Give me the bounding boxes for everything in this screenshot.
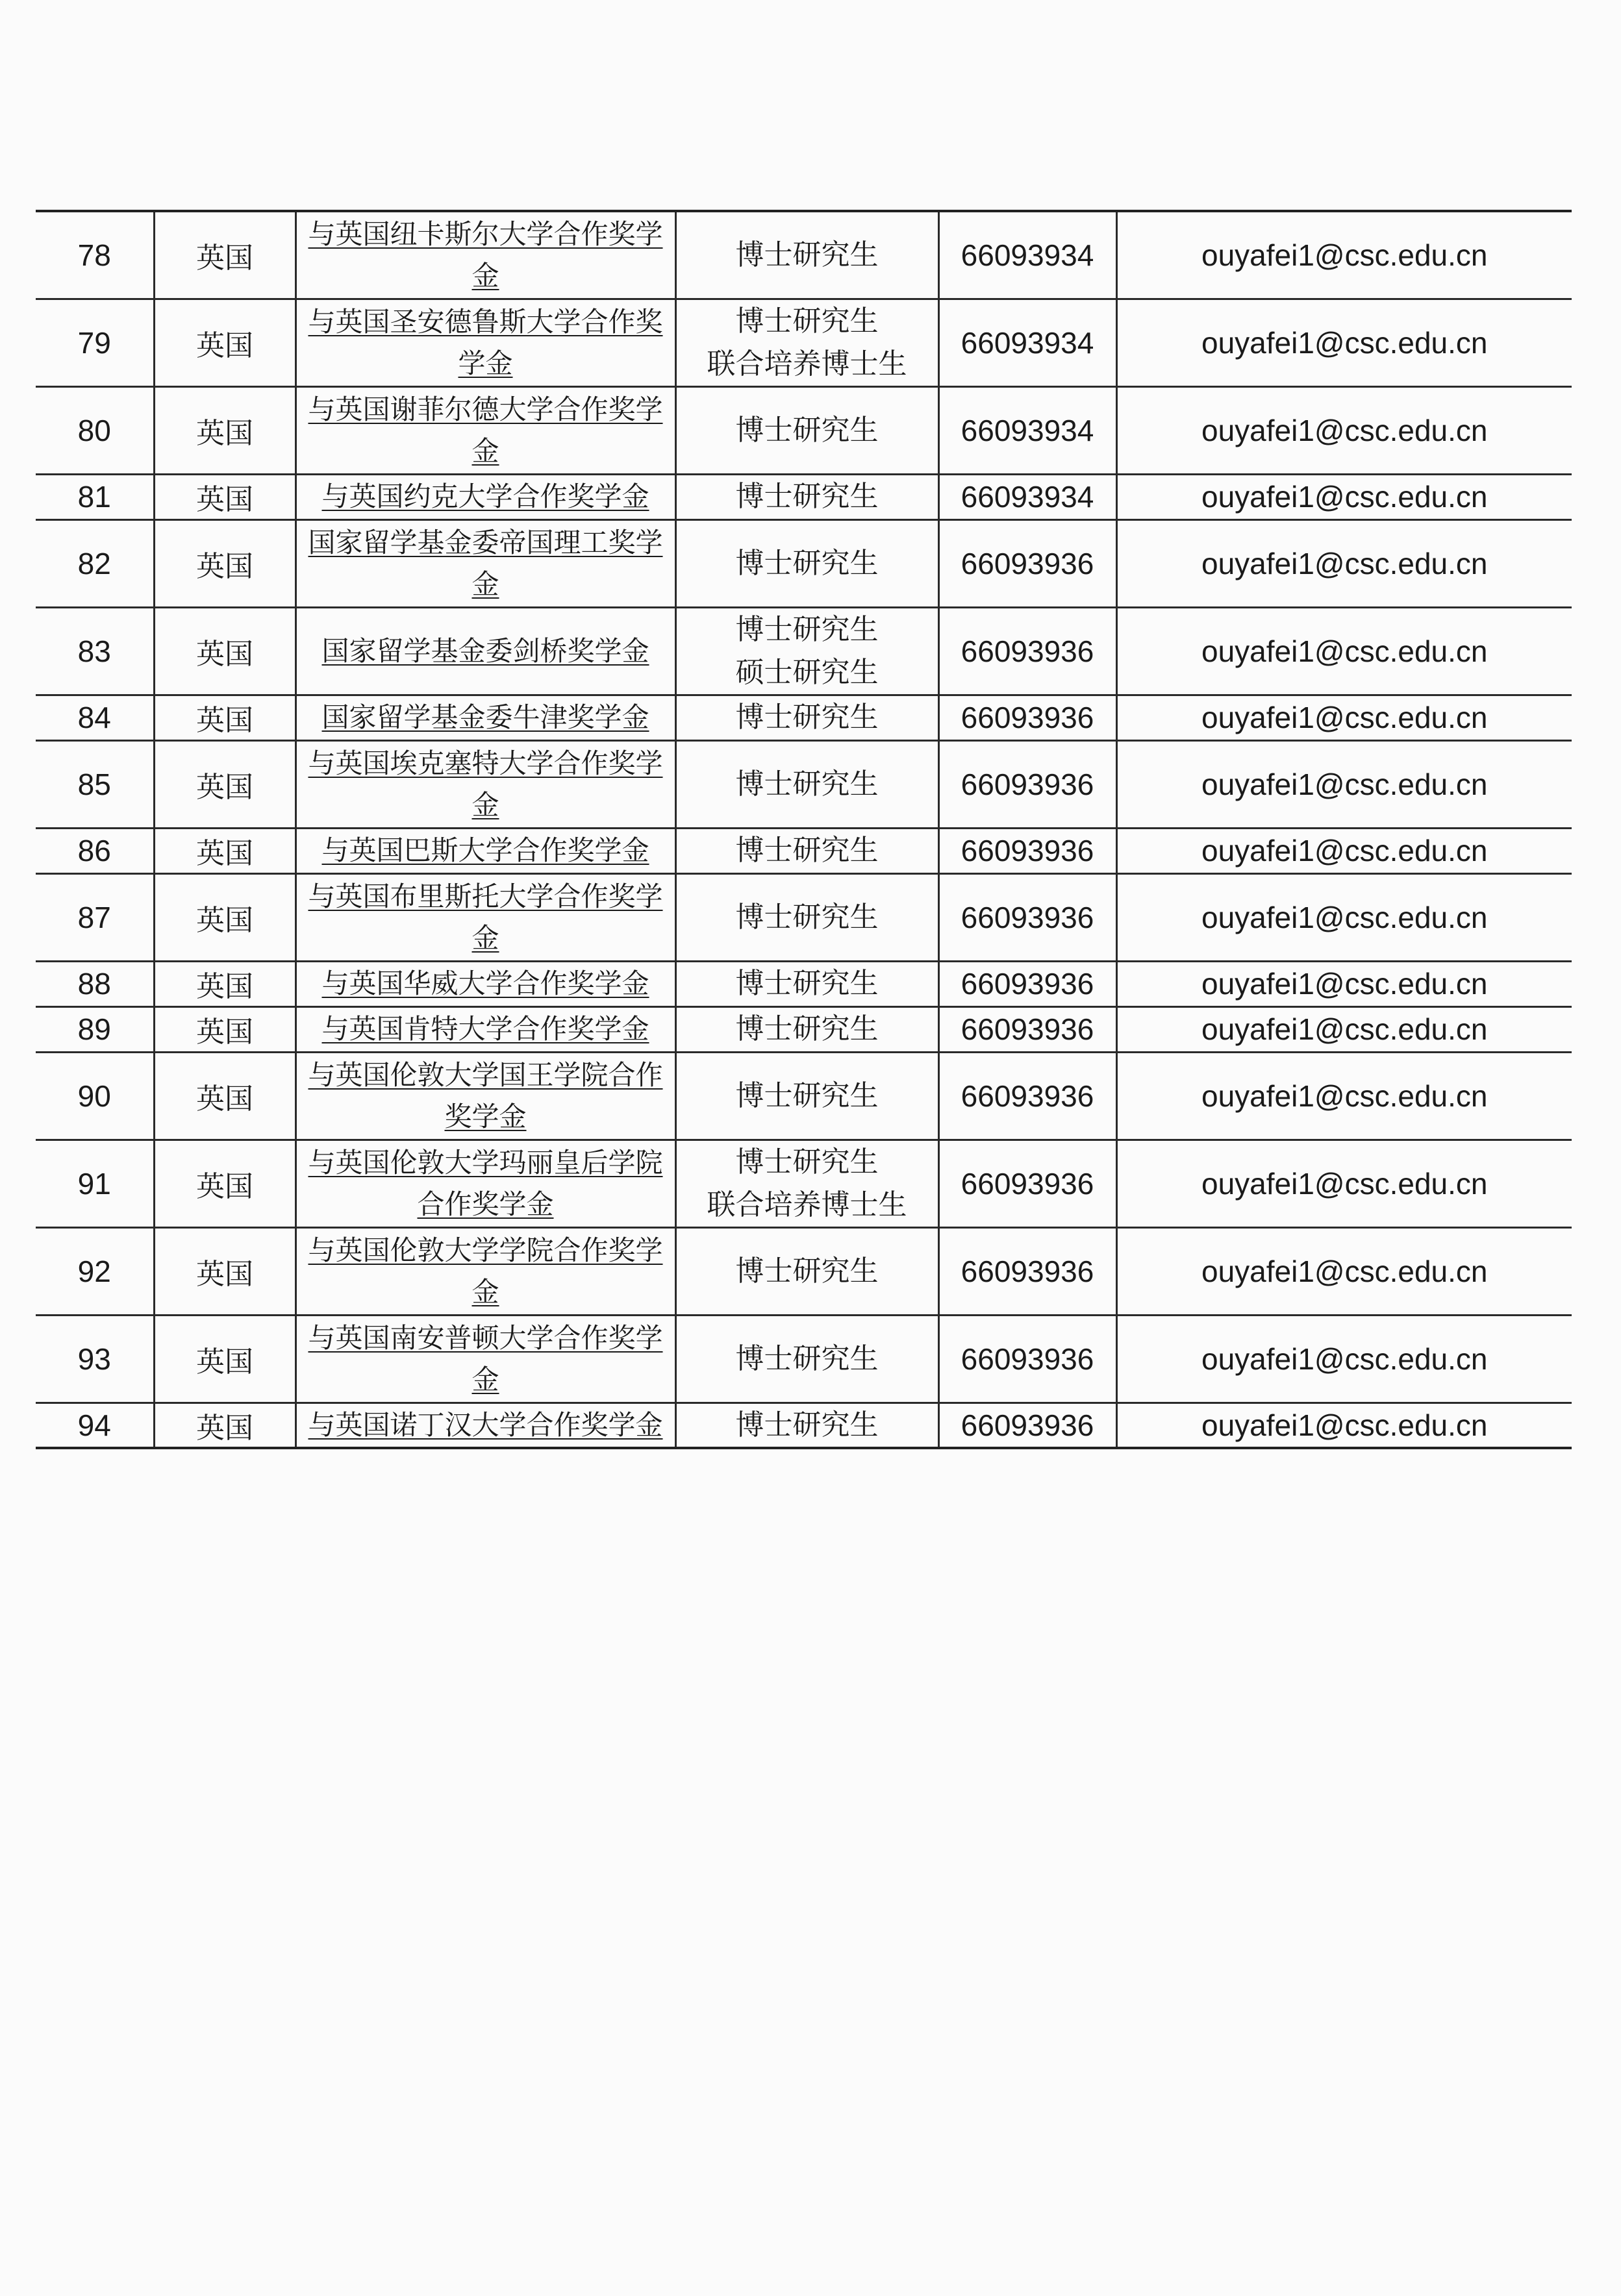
- country-cell: 英国: [154, 386, 295, 474]
- level-cell: 博士研究生: [675, 1315, 938, 1403]
- email-cell: ouyafei1@csc.edu.cn: [1116, 740, 1572, 828]
- phone-cell: 66093936: [938, 828, 1116, 873]
- country-cell: 英国: [154, 828, 295, 873]
- table-row: [36, 1140, 1572, 1227]
- email-cell: ouyafei1@csc.edu.cn: [1116, 519, 1572, 607]
- row-number: 79: [36, 299, 154, 386]
- country-cell: 英国: [154, 607, 295, 695]
- email-cell: ouyafei1@csc.edu.cn: [1116, 1052, 1572, 1140]
- phone-cell: 66093936: [938, 1006, 1116, 1052]
- level-cell: 博士研究生: [675, 474, 938, 519]
- program-cell: 国家留学基金委剑桥奖学金: [295, 607, 675, 695]
- program-cell: 与英国伦敦大学玛丽皇后学院合作奖学金: [295, 1140, 675, 1227]
- program-cell: 与英国约克大学合作奖学金: [295, 474, 675, 519]
- row-number: 86: [36, 828, 154, 873]
- level-cell: 博士研究生: [675, 1227, 938, 1315]
- level-cell: 博士研究生: [675, 1052, 938, 1140]
- table-row: [36, 740, 1572, 828]
- program-cell: 与英国圣安德鲁斯大学合作奖学金: [295, 299, 675, 386]
- phone-cell: 66093936: [938, 519, 1116, 607]
- email-cell: ouyafei1@csc.edu.cn: [1116, 695, 1572, 740]
- level-cell: 博士研究生: [675, 519, 938, 607]
- phone-cell: 66093936: [938, 1227, 1116, 1315]
- phone-cell: 66093936: [938, 1140, 1116, 1227]
- table-row: [36, 1315, 1572, 1403]
- scholarship-table: [36, 210, 1572, 1449]
- row-number: 81: [36, 474, 154, 519]
- program-cell: 与英国肯特大学合作奖学金: [295, 1006, 675, 1052]
- phone-cell: 66093934: [938, 386, 1116, 474]
- email-cell: ouyafei1@csc.edu.cn: [1116, 211, 1572, 299]
- level-cell: 博士研究生: [675, 386, 938, 474]
- program-cell: 国家留学基金委帝国理工奖学金: [295, 519, 675, 607]
- level-cell: 博士研究生: [675, 695, 938, 740]
- email-cell: ouyafei1@csc.edu.cn: [1116, 828, 1572, 873]
- table-row: [36, 299, 1572, 386]
- country-cell: 英国: [154, 211, 295, 299]
- country-cell: 英国: [154, 695, 295, 740]
- program-cell: 国家留学基金委牛津奖学金: [295, 695, 675, 740]
- table-row: [36, 961, 1572, 1006]
- program-cell: 与英国伦敦大学国王学院合作奖学金: [295, 1052, 675, 1140]
- phone-cell: 66093936: [938, 695, 1116, 740]
- level-cell: 博士研究生: [675, 828, 938, 873]
- level-cell: 博士研究生 联合培养博士生: [675, 1140, 938, 1227]
- country-cell: 英国: [154, 519, 295, 607]
- program-cell: 与英国巴斯大学合作奖学金: [295, 828, 675, 873]
- email-cell: ouyafei1@csc.edu.cn: [1116, 873, 1572, 961]
- row-number: 78: [36, 211, 154, 299]
- row-number: 87: [36, 873, 154, 961]
- row-number: 82: [36, 519, 154, 607]
- table-row: [36, 519, 1572, 607]
- table-row: [36, 474, 1572, 519]
- level-cell: 博士研究生: [675, 740, 938, 828]
- email-cell: ouyafei1@csc.edu.cn: [1116, 386, 1572, 474]
- phone-cell: 66093936: [938, 1315, 1116, 1403]
- program-cell: 与英国南安普顿大学合作奖学金: [295, 1315, 675, 1403]
- row-number: 91: [36, 1140, 154, 1227]
- table-body: [36, 211, 1572, 1448]
- country-cell: 英国: [154, 1140, 295, 1227]
- row-number: 92: [36, 1227, 154, 1315]
- table-row: [36, 1403, 1572, 1448]
- program-cell: 与英国谢菲尔德大学合作奖学金: [295, 386, 675, 474]
- table-row: [36, 1052, 1572, 1140]
- row-number: 80: [36, 386, 154, 474]
- phone-cell: 66093936: [938, 1403, 1116, 1448]
- row-number: 93: [36, 1315, 154, 1403]
- level-cell: 博士研究生: [675, 1006, 938, 1052]
- country-cell: 英国: [154, 961, 295, 1006]
- phone-cell: 66093936: [938, 740, 1116, 828]
- email-cell: ouyafei1@csc.edu.cn: [1116, 1227, 1572, 1315]
- level-cell: 博士研究生 联合培养博士生: [675, 299, 938, 386]
- country-cell: 英国: [154, 873, 295, 961]
- row-number: 94: [36, 1403, 154, 1448]
- level-cell: 博士研究生: [675, 1403, 938, 1448]
- row-number: 88: [36, 961, 154, 1006]
- level-cell: 博士研究生: [675, 961, 938, 1006]
- country-cell: 英国: [154, 1315, 295, 1403]
- program-cell: 与英国诺丁汉大学合作奖学金: [295, 1403, 675, 1448]
- email-cell: ouyafei1@csc.edu.cn: [1116, 607, 1572, 695]
- row-number: 89: [36, 1006, 154, 1052]
- phone-cell: 66093936: [938, 1052, 1116, 1140]
- program-cell: 与英国埃克塞特大学合作奖学金: [295, 740, 675, 828]
- row-number: 85: [36, 740, 154, 828]
- table-row: [36, 695, 1572, 740]
- email-cell: ouyafei1@csc.edu.cn: [1116, 474, 1572, 519]
- phone-cell: 66093934: [938, 299, 1116, 386]
- email-cell: ouyafei1@csc.edu.cn: [1116, 299, 1572, 386]
- table-row: [36, 828, 1572, 873]
- country-cell: 英国: [154, 1006, 295, 1052]
- table-row: [36, 873, 1572, 961]
- row-number: 90: [36, 1052, 154, 1140]
- phone-cell: 66093936: [938, 873, 1116, 961]
- country-cell: 英国: [154, 1052, 295, 1140]
- phone-cell: 66093934: [938, 211, 1116, 299]
- level-cell: 博士研究生: [675, 873, 938, 961]
- country-cell: 英国: [154, 740, 295, 828]
- row-number: 84: [36, 695, 154, 740]
- phone-cell: 66093936: [938, 607, 1116, 695]
- table-row: [36, 607, 1572, 695]
- country-cell: 英国: [154, 1403, 295, 1448]
- program-cell: 与英国华威大学合作奖学金: [295, 961, 675, 1006]
- email-cell: ouyafei1@csc.edu.cn: [1116, 1315, 1572, 1403]
- email-cell: ouyafei1@csc.edu.cn: [1116, 1140, 1572, 1227]
- email-cell: ouyafei1@csc.edu.cn: [1116, 961, 1572, 1006]
- level-cell: 博士研究生: [675, 211, 938, 299]
- table-row: [36, 1006, 1572, 1052]
- country-cell: 英国: [154, 299, 295, 386]
- row-number: 83: [36, 607, 154, 695]
- table-row: [36, 1227, 1572, 1315]
- country-cell: 英国: [154, 474, 295, 519]
- email-cell: ouyafei1@csc.edu.cn: [1116, 1403, 1572, 1448]
- program-cell: 与英国伦敦大学学院合作奖学金: [295, 1227, 675, 1315]
- phone-cell: 66093936: [938, 961, 1116, 1006]
- country-cell: 英国: [154, 1227, 295, 1315]
- email-cell: ouyafei1@csc.edu.cn: [1116, 1006, 1572, 1052]
- program-cell: 与英国布里斯托大学合作奖学金: [295, 873, 675, 961]
- level-cell: 博士研究生 硕士研究生: [675, 607, 938, 695]
- program-cell: 与英国纽卡斯尔大学合作奖学金: [295, 211, 675, 299]
- table-row: [36, 386, 1572, 474]
- table-row: [36, 211, 1572, 299]
- phone-cell: 66093934: [938, 474, 1116, 519]
